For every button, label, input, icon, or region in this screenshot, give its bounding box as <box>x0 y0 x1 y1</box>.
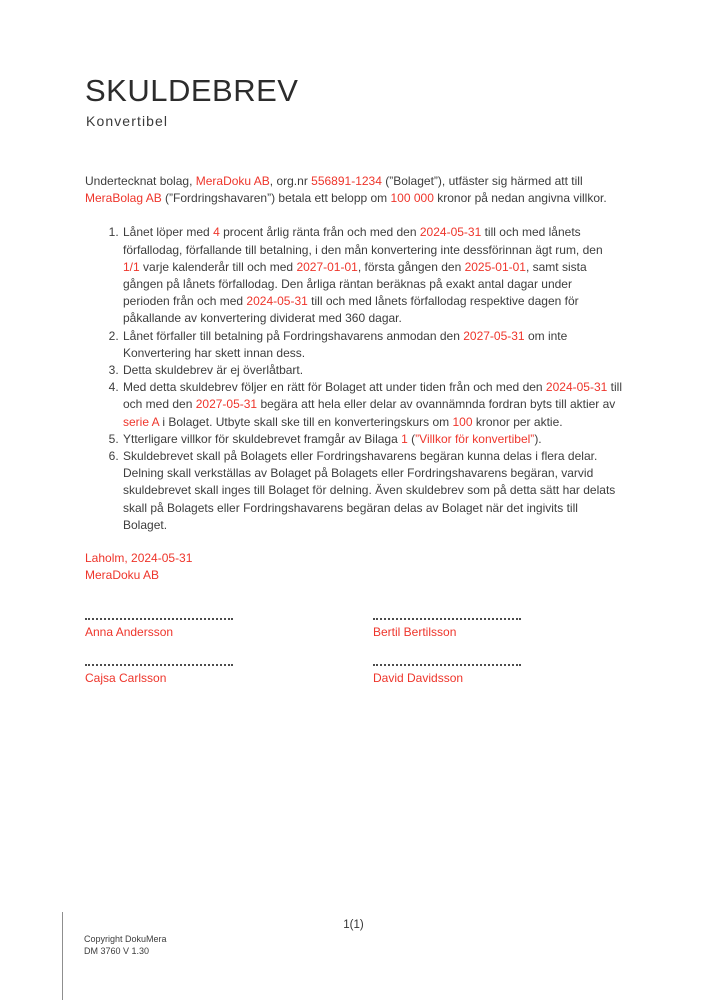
highlighted-field: 2024-05-31 <box>545 380 608 395</box>
text-segment: begära att hela eller delar av ovannämnda fordran byts till aktier av <box>257 397 616 412</box>
highlighted-field: 2025-01-01 <box>464 259 526 274</box>
text-segment: till och med den <box>123 380 622 412</box>
signature-slot <box>85 659 233 686</box>
text-segment: Lånet löper med <box>123 225 214 240</box>
version-line: DM 3760 V 1.30 <box>84 945 150 956</box>
text-segment: kronor per aktie. <box>472 414 563 429</box>
highlighted-field: 1/1 <box>123 259 140 274</box>
text-segment: till och med lånets förfallodag, förfallande till betalning, i den mån konvertering inte dessförinnan ägt rum, den <box>123 225 603 257</box>
highlighted-field: 4 <box>213 225 220 240</box>
highlighted-field: MeraBolag AB <box>85 191 162 206</box>
term-item-4 <box>122 379 622 431</box>
highlighted-field: 2024-05-31 <box>246 294 308 309</box>
page-number: 1(1) <box>343 919 364 931</box>
text-segment: (”Fordringshavaren”) betala ett belopp om <box>161 191 391 206</box>
highlighted-field: 2027-01-01 <box>296 259 358 274</box>
signature-name: Anna Andersson <box>85 625 174 640</box>
highlighted-field: 100 <box>452 414 473 429</box>
closing-place-date: Laholm, 2024-05-31 <box>85 551 193 566</box>
highlighted-field: 100 000 <box>390 191 434 206</box>
signature-block <box>85 613 622 686</box>
text-segment: (”Bolaget”), utfäster sig härmed att till <box>381 174 583 188</box>
closing-block <box>85 550 622 584</box>
closing-company: MeraDoku AB <box>85 568 160 583</box>
signature-name: Bertil Bertilsson <box>373 625 457 640</box>
text-segment: Lånet förfaller till betalning på Fordringshavarens anmodan den <box>123 328 464 343</box>
text-segment: varje kalenderår till och med <box>139 259 297 274</box>
text-segment: Skuldebrevet skall på Bolagets eller Fordringshavarens begäran kunna delas i flera delar. Delning skall verkställas av Bolaget på Bolagets eller Fordringshavarens begäran, varvid skuldebrevet skall inges till Bolaget för delning. Även skuldebrev som på detta sätt har delats skall på Bolagets eller Fordringshavarens begäran delas av Bolaget när det ingivits till Bolaget. <box>123 449 616 532</box>
signature-line <box>85 659 233 666</box>
document-title: SKULDEBREV <box>85 73 299 108</box>
text-segment: till och med lånets förfallodag respektive dagen för påkallande av konvertering dividerat med 360 dagar. <box>123 294 579 326</box>
signature-slot <box>373 613 521 640</box>
highlighted-field: 1 <box>401 431 408 446</box>
text-segment: om inte Konvertering har skett innan dess. <box>123 328 568 360</box>
text-segment: Undertecknat bolag, <box>85 174 196 188</box>
signature-name: Cajsa Carlsson <box>85 671 167 686</box>
intro-paragraph <box>85 173 622 207</box>
highlighted-field: MeraDoku AB <box>195 174 270 188</box>
text-segment: Detta skuldebrev är ej överlåtbart. <box>123 363 304 378</box>
text-segment: , org.nr <box>269 174 312 188</box>
term-item-3 <box>122 362 622 379</box>
term-item-5 <box>122 431 622 448</box>
text-segment: , första gången den <box>357 259 465 274</box>
signature-line <box>373 659 521 666</box>
highlighted-field: 2027-05-31 <box>195 397 258 412</box>
highlighted-field: 556891-1234 <box>311 174 382 188</box>
text-segment: kronor på nedan angivna villkor. <box>433 191 607 206</box>
highlighted-field: 2027-05-31 <box>463 328 525 343</box>
copyright-line: Copyright DokuMera <box>84 934 167 944</box>
term-item-2 <box>122 328 622 362</box>
highlighted-field: 2024-05-31 <box>419 225 482 240</box>
document-subtitle: Konvertibel <box>86 113 169 129</box>
footer-meta <box>84 934 167 957</box>
text-segment: , samt sista gången på lånets förfallodag. Den årliga räntan beräknas på exakt antal dagar under perioden från och med <box>123 259 587 309</box>
signature-slot <box>373 659 521 686</box>
text-segment: i Bolaget. Utbyte skall ske till en konverteringskurs om <box>159 414 453 429</box>
signature-name: David Davidsson <box>373 671 464 686</box>
signature-slot <box>85 613 233 640</box>
signature-line <box>373 613 521 620</box>
document-content <box>85 0 622 686</box>
text-segment: ). <box>534 431 542 446</box>
highlighted-field: ”Villkor för konvertibel” <box>415 431 535 446</box>
highlighted-field: serie A <box>123 414 160 429</box>
terms-list <box>85 224 622 534</box>
text-segment: ( <box>407 431 416 446</box>
text-segment: Ytterligare villkor för skuldebrevet framgår av Bilaga <box>123 431 402 446</box>
term-item-6 <box>122 448 622 534</box>
text-segment: procent årlig ränta från och med den <box>219 225 420 240</box>
signature-line <box>85 613 233 620</box>
term-item-1 <box>122 224 622 327</box>
text-segment: Med detta skuldebrev följer en rätt för Bolaget att under tiden från och med den <box>123 380 546 395</box>
